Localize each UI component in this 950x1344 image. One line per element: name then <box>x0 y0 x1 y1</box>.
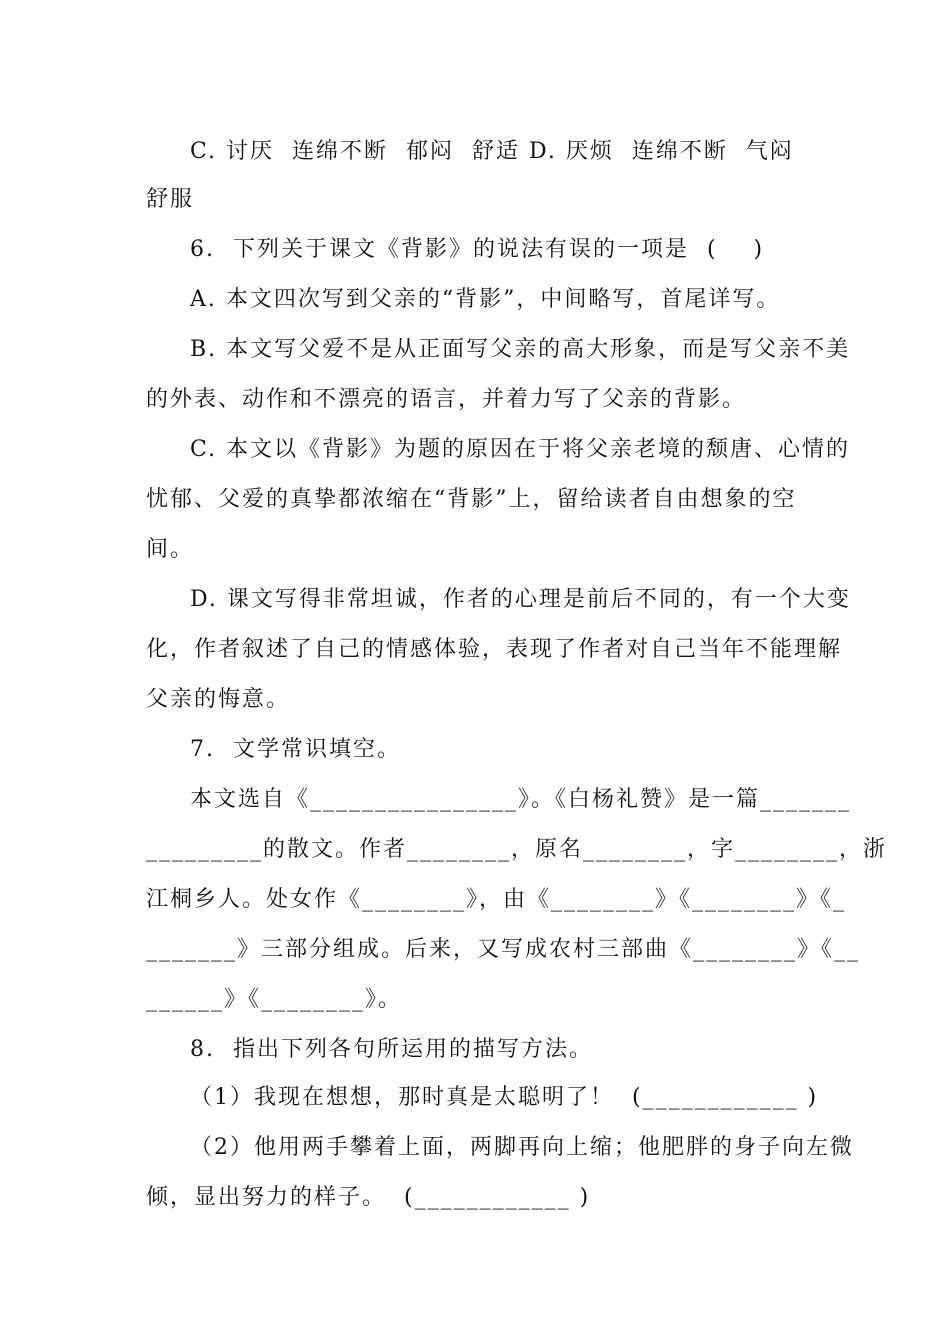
q7-text-cont4: ______》《________》。 <box>146 987 403 1012</box>
q5-option-d-cont: 舒服 <box>146 187 195 212</box>
q6-option-d: D. 课文写得非常坦诚，作者的心理是前后不同的，有一个大变 <box>190 587 851 612</box>
q8-item-1: （1）我现在想想，那时真是太聪明了！ (____________ ) <box>190 1085 819 1110</box>
q6-option-c-cont: 忧郁、父爱的真挚都浓缩在“背影”上，留给读者自由想象的空 <box>146 487 797 512</box>
q7-text: 本文选自《________________》。《白杨礼赞》是一篇_______ <box>190 787 852 812</box>
q7-text-cont2: 江桐乡人。处女作《________》，由《________》《________》《_ <box>146 887 847 912</box>
q7-text-cont: _________的散文。作者________，原名________，字________，浙 <box>146 837 888 862</box>
q7-text-cont3: _______》三部分组成。后来，又写成农村三部曲《________》《__ <box>146 937 861 962</box>
q8-question: 8. 指出下列各句所运用的描写方法。 <box>190 1037 593 1062</box>
q6-option-b: B. 本文写父爱不是从正面写父亲的高大形象，而是写父亲不美 <box>190 337 851 362</box>
q6-question: 6. 下列关于课文《背影》的说法有误的一项是 ( ) <box>190 237 765 262</box>
q6-option-d-cont: 化，作者叙述了自己的情感体验，表现了作者对自己当年不能理解 <box>146 637 843 662</box>
q8-item-2-cont: 倾，显出努力的样子。 (____________ ) <box>146 1185 591 1210</box>
q8-item-2: （2）他用两手攀着上面，两脚再向上缩；他肥胖的身子向左微 <box>190 1135 854 1160</box>
q6-option-d-cont2: 父亲的悔意。 <box>146 687 291 712</box>
q7-question: 7. 文学常识填空。 <box>190 737 401 762</box>
q6-option-a: A. 本文四次写到父亲的“背影”，中间略写，首尾详写。 <box>190 287 781 312</box>
q6-option-c-cont2: 间。 <box>146 537 195 562</box>
q6-option-b-cont: 的外表、动作和不漂亮的语言，并着力写了父亲的背影。 <box>146 387 747 412</box>
q5-options-cd: C. 讨厌 连绵不断 郁闷 舒适 D. 厌烦 连绵不断 气闷 <box>190 139 794 164</box>
q6-option-c: C. 本文以《背影》为题的原因在于将父亲老境的颓唐、心情的 <box>190 437 851 462</box>
